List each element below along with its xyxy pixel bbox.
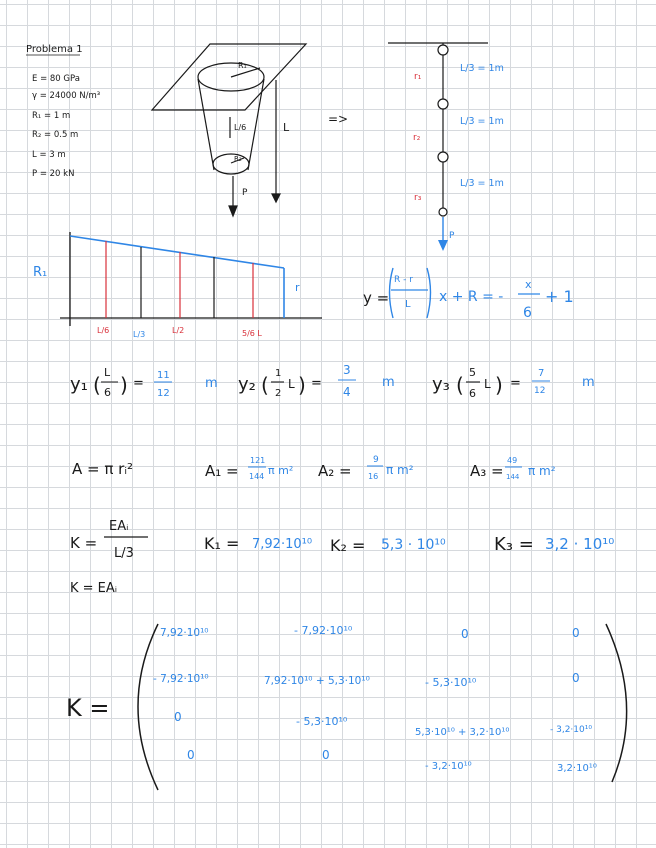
area-label: A₃ = <box>470 462 504 480</box>
support-plane <box>152 44 306 110</box>
matrix-cell: - 5,3·10¹⁰ <box>296 715 348 728</box>
k-formula-den: L/3 <box>114 546 134 561</box>
givens-block <box>26 44 100 179</box>
matrix-bracket-left <box>138 624 158 790</box>
cone-side-left <box>198 79 214 170</box>
k-value: 3,2 · 10¹⁰ <box>545 535 615 553</box>
k-value: 5,3 · 10¹⁰ <box>381 537 446 553</box>
y2-paren-close: ) <box>298 373 306 397</box>
bottom-ellipse <box>213 154 249 174</box>
y2-unit: m <box>382 375 395 390</box>
tick-label: L/6 <box>97 326 110 335</box>
tick-label: L/3 <box>133 330 146 339</box>
segment-label: r₃ <box>414 193 422 203</box>
y1-unit: m <box>205 376 218 391</box>
segment-label: r₁ <box>414 72 422 82</box>
radius-formula <box>363 268 574 321</box>
y3-arg-den: 6 <box>469 387 476 400</box>
area-tail: π m² <box>268 464 294 477</box>
k-formula-line2: K = EAᵢ <box>70 581 118 596</box>
formula-mid: x + R = - <box>439 289 504 305</box>
matrix-cell: 0 <box>572 626 580 640</box>
matrix-cell: - 7,92·10¹⁰ <box>294 624 353 637</box>
p-label: P <box>449 231 455 241</box>
y1-val-num: 11 <box>157 370 170 381</box>
matrix-cell: 7,92·10¹⁰ <box>160 627 209 639</box>
area-label: A₁ = <box>205 462 239 480</box>
y1-paren-close: ) <box>120 373 128 397</box>
matrix-lhs: K = <box>66 694 110 722</box>
matrix-cell: - 3,2·10¹⁰ <box>550 725 592 735</box>
y1-label: y₁ <box>70 374 88 395</box>
y1-val-den: 12 <box>157 388 170 399</box>
area-num: 49 <box>507 456 518 465</box>
formula-lhs: y = <box>363 289 390 307</box>
y3-val-den: 12 <box>534 386 546 396</box>
r2-label: R₂ <box>234 155 242 163</box>
matrix-cell: - 7,92·10¹⁰ <box>153 673 209 685</box>
area-formula: A = π rᵢ² <box>72 460 134 478</box>
load-p-arrowhead <box>229 206 237 216</box>
formula-tail: + 1 <box>545 287 574 306</box>
area-num: 121 <box>250 456 266 465</box>
segment-length: L/3 = 1m <box>460 63 504 74</box>
y2-label: y₂ <box>238 374 256 395</box>
radius-profile <box>33 232 322 339</box>
matrix-cell: 0 <box>174 710 182 724</box>
matrix-cell: 0 <box>572 671 580 685</box>
equals-sign: = <box>133 376 144 391</box>
given-line: R₁ = 1 m <box>32 111 71 121</box>
formula-frac-num: R - r <box>394 275 413 285</box>
problem-title: Problema 1 <box>26 44 83 55</box>
l6-label: L/6 <box>234 123 247 132</box>
r1-left-label: R₁ <box>33 265 48 280</box>
given-line: P = 20 kN <box>32 169 75 179</box>
y3-unit: m <box>582 375 595 390</box>
matrix-cell: - 3,2·10¹⁰ <box>425 761 472 772</box>
k-label: K₃ = <box>494 534 534 555</box>
stiffness-row <box>70 519 614 596</box>
bar-model <box>388 43 504 251</box>
matrix-cell: 3,2·10¹⁰ <box>557 763 597 774</box>
y3-label: y₃ <box>432 374 450 395</box>
y2-val-num: 3 <box>343 363 351 377</box>
node-2 <box>438 99 448 109</box>
tick-label: L/2 <box>172 326 185 335</box>
formula-frac-den: L <box>405 299 411 310</box>
l-arrowhead <box>272 194 280 202</box>
segment-length: L/3 = 1m <box>460 178 504 189</box>
y2-paren-open: ( <box>261 373 269 397</box>
y2-arg-post: L <box>288 377 295 391</box>
node-4 <box>439 208 447 216</box>
p-label: P <box>242 188 248 198</box>
paren-open <box>390 268 394 318</box>
matrix-cell: 5,3·10¹⁰ + 3,2·10¹⁰ <box>415 727 510 738</box>
given-line: E = 80 GPa <box>32 74 80 84</box>
tick-label: 5/6 L <box>242 329 262 338</box>
matrix-cell: 0 <box>461 627 469 641</box>
areas-row <box>72 455 556 481</box>
matrix-cell: 0 <box>322 748 330 762</box>
area-tail: π m² <box>528 464 556 478</box>
radius-values <box>70 363 595 400</box>
matrix-cell: 7,92·10¹⁰ + 5,3·10¹⁰ <box>264 675 370 687</box>
given-line: γ = 24000 N/m³ <box>32 91 101 101</box>
k-label: K₂ = <box>330 536 366 555</box>
k-formula-num: EAᵢ <box>109 519 129 534</box>
radius-line <box>70 236 284 268</box>
given-line: L = 3 m <box>32 150 66 160</box>
y3-val-num: 7 <box>538 368 545 379</box>
equals-sign: = <box>510 376 521 391</box>
area-den: 16 <box>368 472 379 481</box>
area-den: 144 <box>249 472 265 481</box>
formula-x-den: 6 <box>523 305 532 321</box>
given-line: R₂ = 0.5 m <box>32 130 79 140</box>
l-label: L <box>283 121 290 134</box>
y1-arg-num: L <box>104 366 111 379</box>
k-formula-lhs: K = <box>70 534 98 552</box>
equals-sign: = <box>311 376 322 391</box>
load-p-arrowhead <box>438 240 448 251</box>
node-1 <box>438 45 448 55</box>
stiffness-matrix <box>66 624 627 790</box>
matrix-bracket-right <box>606 624 627 782</box>
matrix-cell: 0 <box>187 748 195 762</box>
y2-arg-den: 2 <box>275 388 282 399</box>
y3-paren-close: ) <box>495 373 503 397</box>
implies-arrow: => <box>328 112 349 126</box>
paren-close <box>427 268 431 318</box>
y1-paren-open: ( <box>93 373 101 397</box>
y1-arg-den: 6 <box>104 386 111 399</box>
area-label: A₂ = <box>318 462 352 480</box>
y2-val-den: 4 <box>343 385 351 399</box>
k-label: K₁ = <box>204 534 240 553</box>
y2-arg-num: 1 <box>275 368 282 379</box>
cone-side-right <box>248 79 264 170</box>
segment-length: L/3 = 1m <box>460 116 504 127</box>
area-den: 144 <box>506 473 520 481</box>
formula-x-num: x <box>525 278 532 291</box>
matrix-cell: - 5,3·10¹⁰ <box>425 676 477 689</box>
y3-arg-post: L <box>484 377 491 391</box>
area-tail: π m² <box>386 463 414 477</box>
area-num: 9 <box>373 455 379 465</box>
r1-label: R₁ <box>238 61 247 70</box>
r-right-label: r <box>295 281 300 294</box>
y3-paren-open: ( <box>456 373 464 397</box>
node-3 <box>438 152 448 162</box>
k-value: 7,92·10¹⁰ <box>252 537 313 552</box>
segment-label: r₂ <box>413 133 421 143</box>
y3-arg-num: 5 <box>469 366 476 379</box>
